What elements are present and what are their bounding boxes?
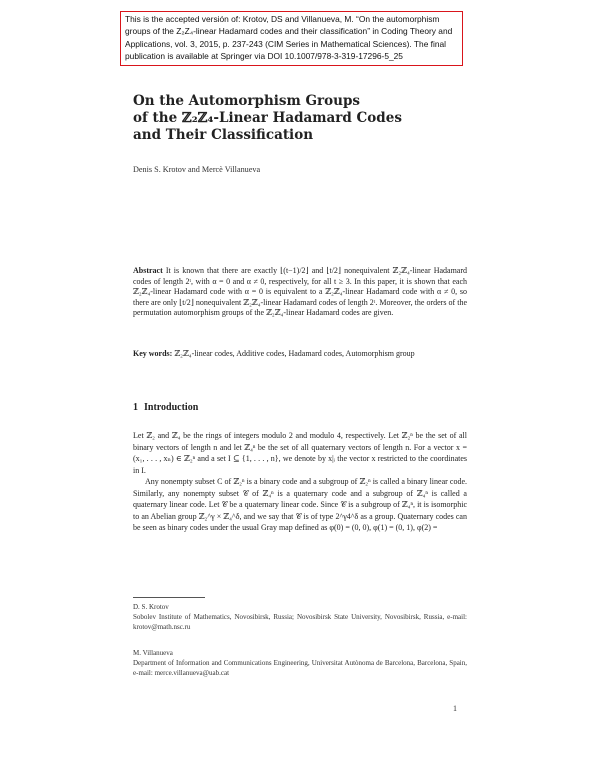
section-heading xyxy=(133,402,198,413)
section-number: 1 xyxy=(133,402,138,413)
paper-title xyxy=(133,93,493,144)
affiliation-name: M. Villanueva xyxy=(133,649,173,657)
affiliation-name: D. S. Krotov xyxy=(133,603,169,611)
accepted-version-notice: This is the accepted versión of: Krotov, DS and Villanueva, M. “On the automorphism groups of the Z₂Z₄-linear Hadamard codes and their classification” in Coding Theory and Applications, vol. 3, 2015, p. 237-243 (CIM Series in Mathematical Sciences). The final publication is available at Springer via DOI 10.1007/978-3-319-17296-5_25 xyxy=(120,11,463,66)
intro-paragraph: Any nonempty subset C of ℤ₂ⁿ is a binary code and a subgroup of ℤ₂ⁿ is called a binary linear code. Similarly, any nonempty subset 𝒞 of ℤ₄ⁿ is a quaternary code and a subgroup of ℤ₄ⁿ is called a quaternary linear code. Let 𝒞 be a quaternary linear code. Since 𝒞 is a subgroup of ℤ₄ⁿ, it is isomorphic to an Abelian group ℤ₂^γ × ℤ₄^δ, and we say that 𝒞 is of type 2^γ4^δ as a group. Quaternary codes can be seen as binary codes under the usual Gray map defined as φ(0) = (0, 0), φ(1) = (0, 1), φ(2) = xyxy=(133,477,467,532)
intro-paragraph: Let ℤ₂ and ℤ₄ be the rings of integers modulo 2 and modulo 4, respectively. Let ℤ₂ⁿ be the set of all binary vectors of length n and let ℤ₄ⁿ be the set of all quaternary vectors of length n. For a vector x = (x₁, . . . , xₙ) ∈ ℤ₂ⁿ and a set I ⊆ {1, . . . , n}, we denote by x|ᵢ the vector x restricted to the coordinates in I. xyxy=(133,431,467,475)
page-number: 1 xyxy=(453,704,457,713)
affiliation-text: Department of Information and Communications Engineering, Universitat Autònoma de Barcelona, Barcelona, Spain, e-mail: merce.villanueva@uab.cat xyxy=(133,659,467,677)
abstract xyxy=(133,266,467,319)
abstract-text: It is known that there are exactly ⌊(t−1)/2⌋ and ⌊t/2⌋ nonequivalent ℤ₂ℤ₄-linear Hadamard codes of length 2ᵗ, with α = 0 and α ≠ 0, respectively, for all t ≥ 3. In this paper, it is shown that each ℤ₂ℤ₄-linear Hadamard code with α = 0 is equivalent to a ℤ₂ℤ₄-linear Hadamard code with α ≠ 0, so there are only ⌊t/2⌋ nonequivalent ℤ₂ℤ₄-linear Hadamard codes of length 2ᵗ. Moreover, the orders of the permutation automorphism groups of the ℤ₂ℤ₄-linear Hadamard codes are given. xyxy=(133,266,468,317)
section-title: Introduction xyxy=(144,402,199,413)
affiliation-krotov xyxy=(133,602,467,632)
affiliation-text: Sobolev Institute of Mathematics, Novosibirsk, Russia; Novosibirsk State University, Novosibirsk, Russia, e-mail: krotov@math.nsc.ru xyxy=(133,613,467,631)
keywords-label: Key words: xyxy=(133,349,173,358)
keywords xyxy=(133,348,467,359)
keywords-text: ℤ₂ℤ₄-linear codes, Additive codes, Hadamard codes, Automorphism group xyxy=(174,349,415,358)
abstract-label: Abstract xyxy=(133,266,163,275)
introduction-body xyxy=(133,430,467,534)
title-line-2: of the ℤ₂ℤ₄-Linear Hadamard Codes xyxy=(133,110,402,126)
authors: Denis S. Krotov and Mercè Villanueva xyxy=(133,165,261,174)
title-line-3: and Their Classification xyxy=(133,127,314,143)
title-line-1: On the Automorphism Groups xyxy=(133,93,361,109)
footnote-divider xyxy=(133,597,205,598)
affiliation-villanueva xyxy=(133,648,467,678)
